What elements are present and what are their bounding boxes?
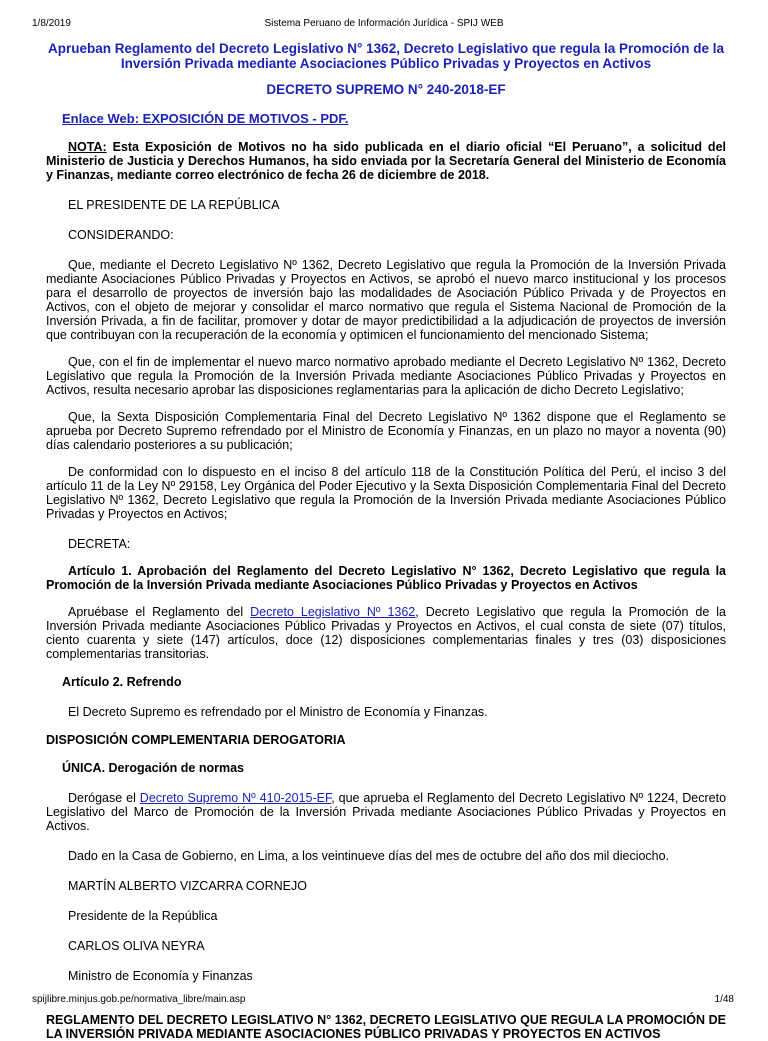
signatory-2-name: CARLOS OLIVA NEYRA [68,939,205,953]
article-2-text: El Decreto Supremo es refrendado por el Ministro de Economía y Finanzas. [68,705,488,719]
disposicion-heading: DISPOSICIÓN COMPLEMENTARIA DEROGATORIA [46,733,346,747]
signatory-2-role: Ministro de Economía y Finanzas [68,969,253,983]
note-paragraph [46,140,726,182]
article-1-title: Artículo 1. Aprobación del Reglamento del Decreto Legislativo N° 1362, Decreto Legislativo que regula la Promoción de la Inversión Privada mediante Asociaciones Público Privadas y Proyectos en Activos [46,564,726,592]
document-title: Aprueban Reglamento del Decreto Legislativo N° 1362, Decreto Legislativo que regula la Promoción de la Inversión Privada mediante Asociaciones Público Privadas y Proyectos en Activos [47,41,725,71]
article-1-text [46,605,726,661]
signatory-1-name: MARTÍN ALBERTO VIZCARRA CORNEJO [68,879,307,893]
document-body [46,41,726,1041]
dado-paragraph: Dado en la Casa de Gobierno, en Lima, a los veintinueve días del mes de octubre del año dos mil dieciocho. [68,849,670,863]
decreta-heading: DECRETA: [68,537,131,551]
article-1-text-post: , Decreto Legislativo que regula la Promoción de la Inversión Privada mediante Asociaciones Público Privadas y Proyectos en Activos, el cual consta de siete (07) títulos, ciento cuarenta y siete (147) artículos, doce (12) disposiciones complementarias finales y tres (03) disposiciones complementarias transitorias. [46,605,726,661]
decreto-supremo-410-2015-ef-link[interactable]: Decreto Supremo Nº 410-2015-EF [139,791,332,805]
note-label: NOTA: [68,140,107,154]
unica-text-pre: Derógase el [68,791,140,805]
print-page-number: 1/48 [714,994,734,1005]
note-text: Esta Exposición de Motivos no ha sido publicada en el diario oficial “El Peruano”, a solicitud del Ministerio de Justicia y Derechos Humanos, ha sido enviada por la Secretaría General del Ministerio de Economía y Finanzas, mediante correo electrónico de fecha 26 de diciembre de 2018. [46,140,726,182]
signatory-1-role: Presidente de la República [68,909,218,923]
article-2-title: Artículo 2. Refrendo [62,675,182,689]
decree-number: DECRETO SUPREMO N° 240-2018-EF [266,82,506,97]
print-date: 1/8/2019 [32,18,71,29]
considerando-paragraph-4: De conformidad con lo dispuesto en el inciso 8 del artículo 118 de la Constitución Política del Perú, el inciso 3 del artículo 11 de la Ley Nº 29158, Ley Orgánica del Poder Ejecutivo y la Sexta Disposición Complementaria Final del Decreto Legislativo Nº 1362, Decreto Legislativo que regula la Promoción de la Inversión Privada mediante Asociaciones Público Privadas y Proyectos en Activos; [46,465,726,521]
unica-text [46,791,726,833]
exposicion-motivos-link[interactable]: Enlace Web: EXPOSICIÓN DE MOTIVOS - PDF. [62,111,349,126]
considerando-paragraph-2: Que, con el fin de implementar el nuevo marco normativo aprobado mediante el Decreto Legislativo Nº 1362, Decreto Legislativo que regula la Promoción de la Inversión Privada mediante Asociaciones Público Privadas y Proyectos en Activos, resulta necesario aprobar las disposiciones reglamentarias para la aplicación de dicho Decreto Legislativo; [46,355,726,397]
unica-title: ÚNICA. Derogación de normas [62,761,244,775]
considerando-paragraph-3: Que, la Sexta Disposición Complementaria Final del Decreto Legislativo Nº 1362 dispone que el Reglamento se aprueba por Decreto Supremo refrendado por el Ministro de Economía y Finanzas, en un plazo no mayor a noventa (90) días calendario posteriores a su publicación; [46,410,726,452]
considerando-heading: CONSIDERANDO: [68,228,174,242]
unica-text-post: , que aprueba el Reglamento del Decreto Legislativo Nº 1224, Decreto Legislativo del Marco de Promoción de la Inversión Privada mediante Asociaciones Público Privadas y Proyectos en Activos. [46,791,727,833]
article-1-text-pre: Apruébase el Reglamento del [68,605,251,619]
reglamento-title: REGLAMENTO DEL DECRETO LEGISLATIVO N° 1362, DECRETO LEGISLATIVO QUE REGULA LA PROMOCIÓN DE LA INVERSIÓN PRIVADA MEDIANTE ASOCIACIONES PÚBLICO PRIVADAS Y PROYECTOS EN ACTIVOS [46,1013,726,1041]
president-heading: EL PRESIDENTE DE LA REPÚBLICA [68,198,280,212]
considerando-paragraph-1: Que, mediante el Decreto Legislativo Nº 1362, Decreto Legislativo que regula la Promoción de la Inversión Privada mediante Asociaciones Público Privadas y Proyectos en Activos, se aprobó el nuevo marco institucional y los procesos para el desarrollo de proyectos de inversión bajo las modalidades de Asociación Público Privada y de Proyectos en Activos, con el objeto de mejorar y consolidar el marco normativo que regula el Sistema Nacional de Promoción de la Inversión Privada, a fin de facilitar, promover y dotar de mayor predictibilidad a la adjudicación de proyectos de inversión que contribuyan con la recuperación de la economía y optimicen el funcionamiento del mencionado Sistema; [46,258,726,342]
print-url: spijlibre.minjus.gob.pe/normativa_libre/main.asp [32,994,246,1005]
decreto-legislativo-1362-link[interactable]: Decreto Legislativo Nº 1362 [250,605,416,619]
print-site-title: Sistema Peruano de Información Jurídica - SPIJ WEB [264,18,504,29]
